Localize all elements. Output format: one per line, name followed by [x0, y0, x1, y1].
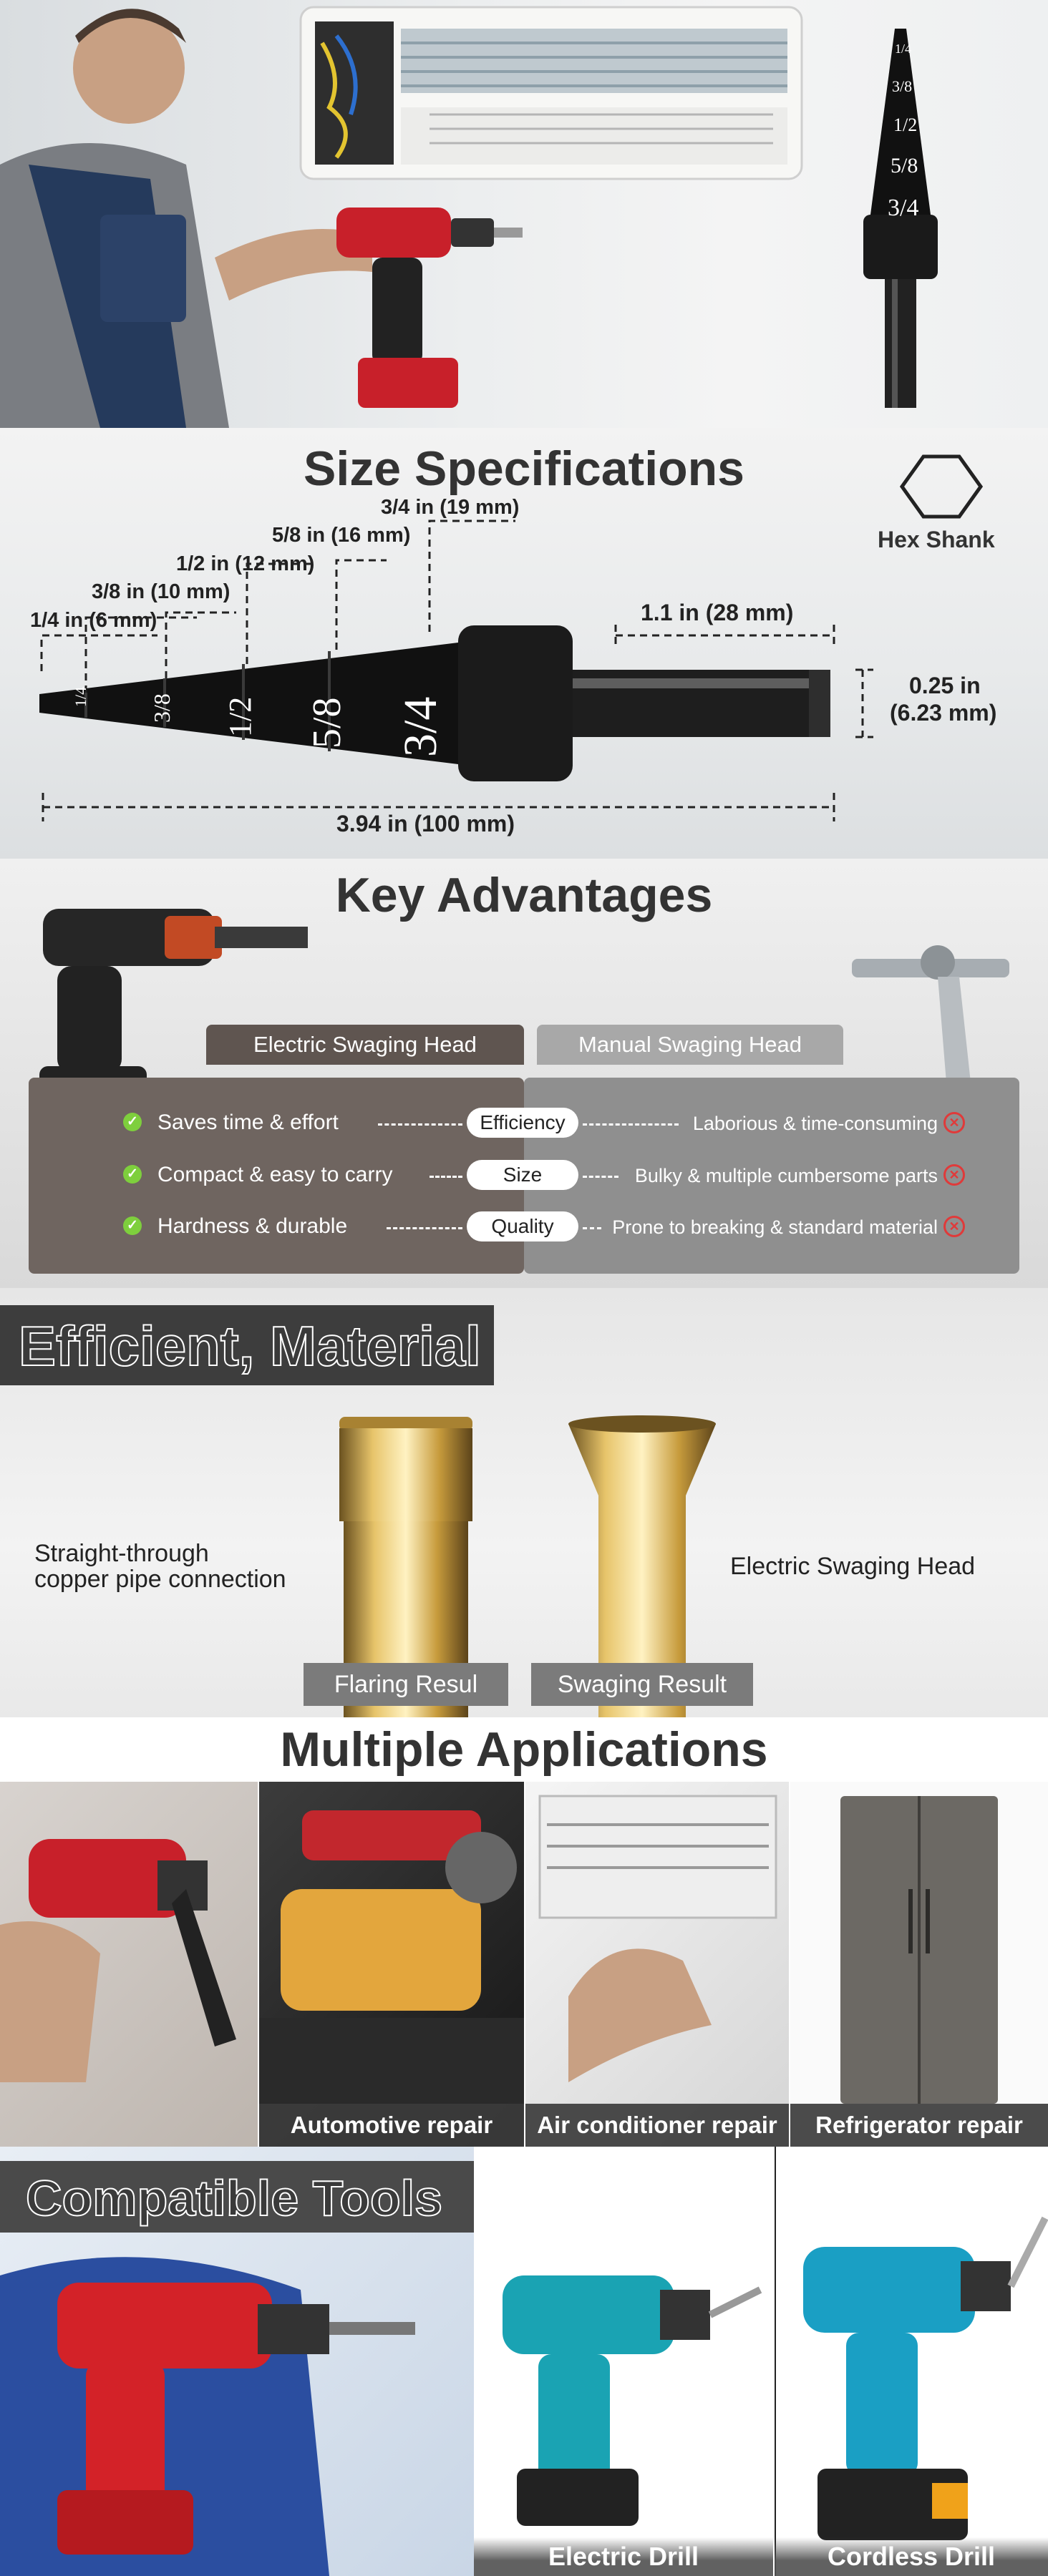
- dimension-label: 0.25 in: [909, 673, 981, 698]
- check-icon: ✓: [123, 1113, 142, 1131]
- dimension-label: 1/4 in (6 mm): [30, 609, 157, 632]
- bit-size-label: 3/4: [394, 696, 447, 757]
- cross-icon: ✕: [943, 1164, 965, 1186]
- compatible-tools-section: [0, 2147, 1048, 2576]
- copper-pipe-illustration: [0, 1288, 1048, 1717]
- check-icon: ✓: [123, 1165, 142, 1184]
- tool-card-cordless-drill: [775, 2147, 1048, 2576]
- dashed-connector: [583, 1123, 679, 1126]
- application-tile-drill: [0, 1782, 258, 2147]
- tab-electric-swaging-head: Electric Swaging Head: [206, 1025, 524, 1065]
- section-title: Multiple Applications: [280, 1722, 768, 1777]
- swaging-result-caption: Swaging Result: [531, 1663, 753, 1706]
- efficient-material-section: [0, 1288, 1048, 1717]
- manual-drawback: Bulky & multiple cumbersome parts: [634, 1165, 938, 1186]
- air-conditioner-image: [525, 1782, 789, 2147]
- hero-bit-label: 1/4: [895, 42, 912, 56]
- left-description: copper pipe connection: [34, 1566, 286, 1593]
- bit-size-label: 3/8: [149, 693, 175, 723]
- section-title: Efficient, Material: [19, 1314, 481, 1377]
- manual-drawback: Prone to breaking & standard material: [612, 1216, 938, 1238]
- application-caption: Air conditioner repair: [525, 2104, 789, 2147]
- cross-icon: ✕: [943, 1216, 965, 1237]
- left-description: Straight-through: [34, 1540, 209, 1567]
- dashed-connector: [378, 1123, 462, 1126]
- cordless-drill-image: [775, 2147, 1048, 2576]
- refrigerator-image: [790, 1782, 1048, 2147]
- hero-bit-label: 1/2: [893, 114, 918, 135]
- manual-drawback: Laborious & time-consuming: [692, 1113, 938, 1134]
- hero-bit-label: 5/8: [891, 154, 918, 177]
- dashed-connector: [583, 1176, 618, 1178]
- application-tile-air-conditioner: [525, 1782, 789, 2147]
- cross-icon: ✕: [943, 1112, 965, 1133]
- dashed-connector: [387, 1227, 462, 1229]
- right-description: Electric Swaging Head: [730, 1553, 976, 1580]
- hero-bit-label: 3/8: [892, 77, 913, 95]
- dashed-connector: [583, 1227, 601, 1229]
- tool-card-electric-drill: [474, 2147, 773, 2576]
- comparison-category: Efficiency: [467, 1108, 578, 1138]
- tool-caption: Cordless Drill: [775, 2537, 1048, 2576]
- bit-size-label: 5/8: [305, 697, 349, 748]
- drill-in-hand-image: [0, 1782, 258, 2147]
- size-specifications-section: [0, 428, 1048, 859]
- application-caption: Automotive repair: [259, 2104, 524, 2147]
- application-tile-refrigerator: [790, 1782, 1048, 2147]
- section-title: Size Specifications: [304, 441, 744, 496]
- electric-benefit: Saves time & effort: [157, 1111, 339, 1134]
- tab-manual-swaging-head: Manual Swaging Head: [537, 1025, 843, 1065]
- dimension-label: 3/8 in (10 mm): [92, 580, 231, 603]
- electric-benefit: Compact & easy to carry: [157, 1163, 393, 1186]
- hero-section: [0, 0, 1048, 428]
- dimension-label: 5/8 in (16 mm): [272, 524, 411, 547]
- bit-size-label: 1/2: [223, 696, 258, 737]
- comparison-category: Quality: [467, 1211, 578, 1241]
- dimension-label: (6.23 mm): [890, 700, 997, 726]
- application-caption: Refrigerator repair: [790, 2104, 1048, 2147]
- dimension-label: 3.94 in (100 mm): [336, 811, 515, 836]
- comparison-category: Size: [467, 1160, 578, 1190]
- tool-caption: Electric Drill: [474, 2537, 773, 2576]
- engine-image: [259, 1782, 524, 2147]
- dimension-label: 1/2 in (12 mm): [176, 552, 315, 575]
- check-icon: ✓: [123, 1216, 142, 1235]
- flaring-result-caption: Flaring Resul: [304, 1663, 508, 1706]
- multiple-applications-section: [0, 1717, 1048, 2147]
- hex-shank-label: Hex Shank: [878, 527, 995, 552]
- electric-benefit: Hardness & durable: [157, 1214, 348, 1238]
- dimension-label: 3/4 in (19 mm): [381, 496, 520, 519]
- bit-dimension-diagram: [0, 428, 1048, 859]
- section-title: Compatible Tools: [26, 2170, 443, 2226]
- compact-drill-image: [474, 2147, 773, 2576]
- bit-size-label: 1/4: [72, 686, 89, 707]
- hero-bit-label: 3/4: [888, 195, 919, 221]
- key-advantages-section: [0, 859, 1048, 1288]
- dimension-label: 1.1 in (28 mm): [641, 600, 794, 625]
- section-title: Key Advantages: [335, 868, 713, 922]
- dashed-connector: [430, 1176, 462, 1178]
- application-tile-automotive: [259, 1782, 524, 2147]
